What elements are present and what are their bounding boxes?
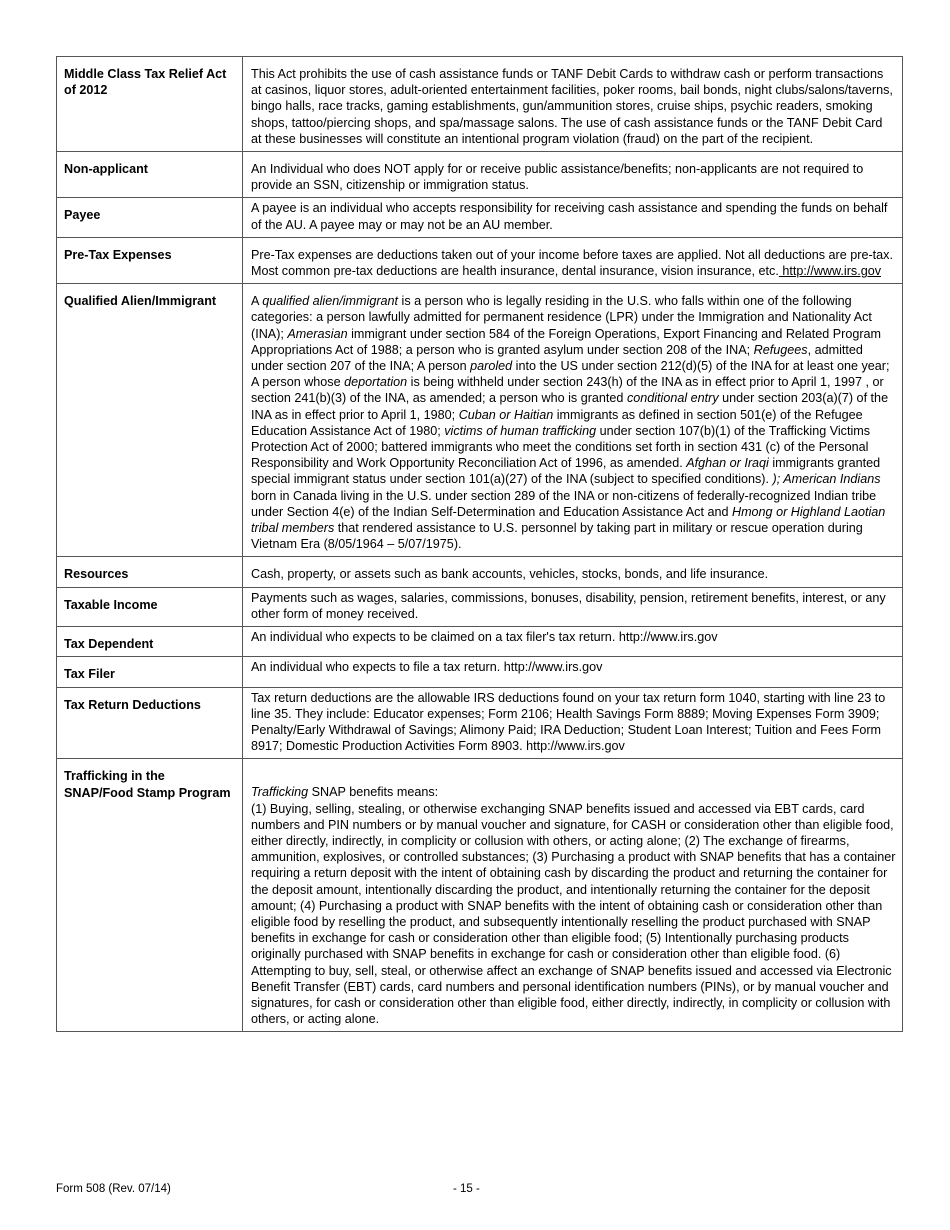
definition-emphasis: Hmong or Highland Laotian tribal members	[251, 504, 886, 536]
definition-emphasis: Trafficking	[251, 785, 309, 800]
definition-emphasis: Cuban or Haitian	[458, 407, 554, 422]
term-cell: Qualified Alien/Immigrant	[57, 284, 243, 557]
definition-text: born in Canada living in the U.S. under section 289 of the INA or non-citizens of federally-recognized Indian tribe under Section 4(e) of the Indian Self-Determination and Education Assistance Act and	[251, 488, 877, 519]
glossary-table	[56, 56, 903, 1032]
definition-text: is being withheld under section 243(h) of the INA as in effect prior to April 1, 1997 , or section 241(b)(3) of the INA, as amended; a person who is granted	[251, 375, 884, 406]
definition-text: A	[251, 294, 263, 309]
definition-cell	[243, 284, 903, 557]
definition-cell: Payments such as wages, salaries, commissions, bonuses, disability, pension, retirement benefits, interest, or any other form of money received.	[243, 587, 903, 626]
definition-cell: A payee is an individual who accepts responsibility for receiving cash assistance and spending the funds on behalf of the AU. A payee may or may not be an AU member.	[243, 198, 903, 237]
irs-link[interactable]: http://www.irs.gov	[778, 264, 882, 279]
definition-text: SNAP benefits means:	[308, 785, 439, 800]
definition-emphasis: ); American Indians	[772, 472, 881, 487]
table-row	[57, 657, 903, 687]
definition-cell: Tax return deductions are the allowable IRS deductions found on your tax return form 1040, starting with line 23 to line 35. They include: Educator expenses; Form 2106; Health Savings Form 8889; Moving Expenses Form 3909; Penalty/Early Withdrawal of Savings; Alimony Paid; IRA Deduction; Student Loan Interest; Tuition and Fees Form 8917; Domestic Production Activities Form 8903. http://www.irs.gov	[243, 687, 903, 759]
definition-cell	[243, 237, 903, 283]
page-number: - 15 -	[453, 1183, 480, 1195]
definition-emphasis: paroled	[470, 359, 513, 374]
definition-text: under section 203(a)(7) of the INA as in effect prior to April 1, 1980;	[251, 391, 889, 422]
term-cell: Resources	[57, 557, 243, 587]
table-row	[57, 759, 903, 1032]
term-cell: Non-applicant	[57, 152, 243, 198]
definition-text: is a person who is legally residing in the U.S. who falls within one of the following categories: a person lawfully admitted for permanent residence (LPR) under the Immigration and Nationality Act (INA);	[251, 294, 872, 341]
definition-cell: An individual who expects to be claimed on a tax filer's tax return. http://www.irs.gov	[243, 627, 903, 657]
definition-cell: This Act prohibits the use of cash assistance funds or TANF Debit Cards to withdraw cash or perform transactions at casinos, liquor stores, adult-oriented entertainment facilities, poker rooms, bail bonds, night clubs/salons/taverns, bingo halls, race tracks, gaming establishments, gun/ammunition stores, cruise ships, psychic readers, smoking shops, tattoo/piercing shops, and spa/massage salons. The use of cash assistance funds or the TANF Debit Card at these businesses will constitute an intentional program violation (fraud) on the part of the recipient.	[243, 57, 903, 152]
table-row	[57, 587, 903, 626]
term-cell: Middle Class Tax Relief Act of 2012	[57, 57, 243, 152]
term-cell: Tax Return Deductions	[57, 687, 243, 759]
definition-text: under section 107(b)(1) of the Trafficking Victims Protection Act of 2000; battered immigrants who meet the conditions set forth in section 431 (c) of the Personal Responsibility and Work Opportunity Reconciliation Act of 1996, as amended.	[251, 423, 871, 471]
definition-emphasis: conditional entry	[626, 391, 719, 406]
definition-text: Pre-Tax expenses are deductions taken out of your income before taxes are applied. Not all deductions are pre-tax. Most common pre-tax deductions are health insurance, dental insurance, vision insurance, etc.	[251, 247, 893, 279]
table-row	[57, 557, 903, 587]
table-row	[57, 237, 903, 283]
table-row	[57, 57, 903, 152]
definition-text: , admitted under section 207 of the INA; A person	[251, 342, 863, 374]
definition-emphasis: Amerasian	[287, 326, 348, 341]
definition-cell	[243, 759, 903, 1032]
table-row	[57, 152, 903, 198]
form-number: Form 508 (Rev. 07/14)	[56, 1183, 171, 1195]
term-cell: Trafficking in the SNAP/Food Stamp Program	[57, 759, 243, 1032]
definition-emphasis: Afghan or Iraqi	[686, 456, 769, 471]
definition-cell: An individual who expects to file a tax return. http://www.irs.gov	[243, 657, 903, 687]
definition-text: immigrant under section 584 of the Foreign Operations, Export Financing and Related Program Appropriations Act of 1988; a person who is granted asylum under section 208 of the INA;	[251, 326, 882, 357]
definition-text: that rendered assistance to U.S. personnel by taking part in military or rescue operation during Vietnam Era (8/05/1964 – 5/07/1975).	[251, 521, 863, 552]
term-cell: Taxable Income	[57, 587, 243, 626]
table-row	[57, 198, 903, 237]
term-cell: Tax Dependent	[57, 627, 243, 657]
definition-text: immigrants as defined in section 501(e) of the Refugee Education Assistance Act of 1980;	[251, 407, 863, 438]
table-row	[57, 284, 903, 557]
definition-emphasis: Refugees	[753, 342, 808, 357]
term-cell: Payee	[57, 198, 243, 237]
definition-text: (1) Buying, selling, stealing, or otherwise exchanging SNAP benefits issued and accessed via EBT cards, card numbers and PIN numbers or by manual voucher and signature, for CASH or consideration other than eligible food, either directly, indirectly, in complicity or collusion with others, or acting alone; (2) The exchange of firearms, ammunition, explosives, or controlled substances; (3) Purchasing a product with SNAP benefits that has a container requiring a return deposit with the intent of obtaining cash by discarding the product and returning the container for the deposit amount, intentionally discarding the product, and intentionally returning the container for the deposit amount; (4) Purchasing a product with SNAP benefits with the intent of obtaining cash or consideration other than eligible food by reselling the product, and subsequently intentionally reselling the product purchased with SNAP benefits in exchange for cash or consideration other than eligible food; (5) Intentionally purchasing products originally purchased with SNAP benefits in exchange for cash or consideration other than eligible food. (6) Attempting to buy, sell, steal, or otherwise affect an exchange of SNAP benefits issued and accessed via Electronic Benefit Transfer (EBT) cards, card numbers and personal identification numbers (PINs), or by manual voucher and signatures, for cash or consideration other than eligible food, either directly, indirectly, in complicity or collusion with others, or acting alone.	[251, 801, 896, 1027]
definition-emphasis: victims of human trafficking	[444, 423, 597, 438]
definition-text: immigrants granted special immigrant status under section 101(a)(27) of the INA (subject to specified conditions).	[251, 456, 881, 487]
table-row	[57, 687, 903, 759]
term-cell: Pre-Tax Expenses	[57, 237, 243, 283]
table-row	[57, 627, 903, 657]
term-cell: Tax Filer	[57, 657, 243, 687]
definition-cell: An Individual who does NOT apply for or receive public assistance/benefits; non-applicants are not required to provide an SSN, citizenship or immigration status.	[243, 152, 903, 198]
spacer	[251, 768, 896, 784]
definition-emphasis: deportation	[344, 375, 408, 390]
definition-text: into the US under section 212(d)(5) of the INA for at least one year; A person whose	[251, 359, 890, 390]
definition-emphasis: qualified alien/immigrant	[262, 294, 399, 309]
definition-cell: Cash, property, or assets such as bank accounts, vehicles, stocks, bonds, and life insurance.	[243, 557, 903, 587]
